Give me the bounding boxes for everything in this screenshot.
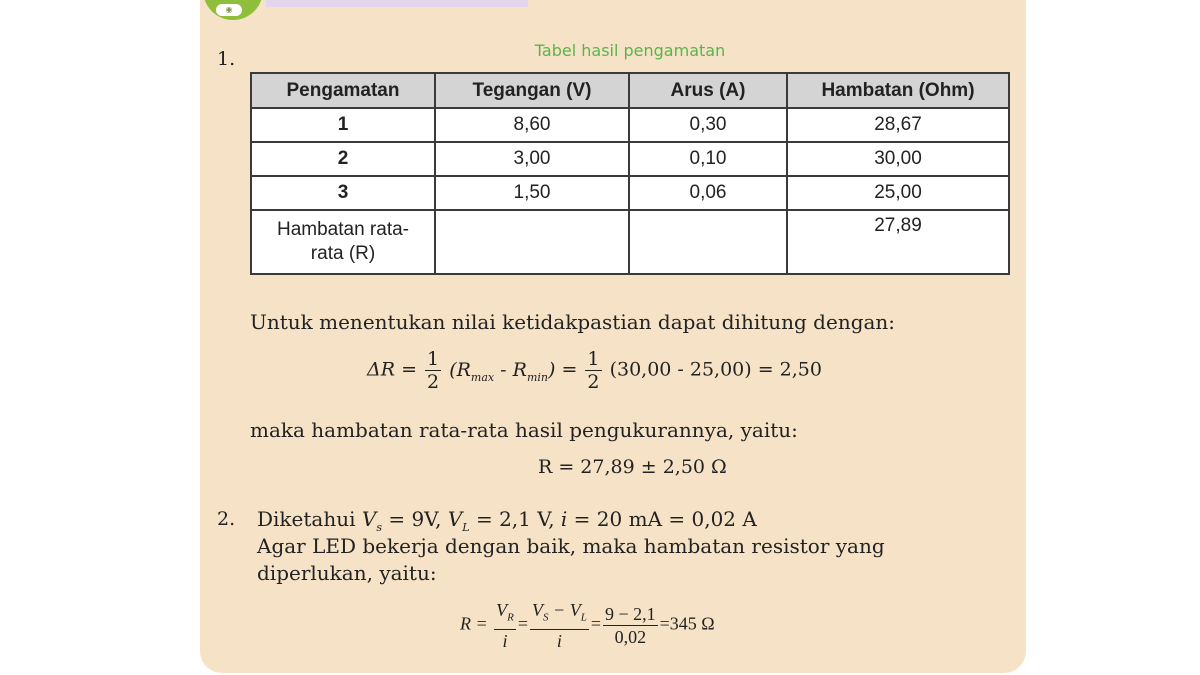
header-tegangan: Tegangan (V) — [435, 73, 629, 108]
cell-voltage: 3,00 — [435, 142, 629, 176]
cell-empty — [435, 210, 629, 274]
fraction-vr-over-i: $\frac{V_R}{i}$ — [496, 600, 514, 651]
cell-average-value: 27,89 — [787, 210, 1009, 274]
cell-voltage: 8,60 — [435, 108, 629, 142]
cell-empty — [629, 210, 787, 274]
delta-r-lhs: ΔR = — [367, 358, 417, 381]
result-text: maka hambatan rata-rata hasil pengukurannya, yaitu: — [250, 418, 798, 442]
range-expression: $(R_{max} - R_{min})$ — [449, 358, 556, 384]
table-row — [251, 176, 1009, 210]
table-row — [251, 142, 1009, 176]
table-row — [251, 108, 1009, 142]
cell-resistance: 30,00 — [787, 142, 1009, 176]
cell-resistance: 25,00 — [787, 176, 1009, 210]
cell-average-label — [251, 210, 435, 274]
table-row-average — [251, 210, 1009, 274]
header-hambatan: Hambatan (Ohm) — [787, 73, 1009, 108]
fraction-numeric: $\frac{9 - 2,1}{0,02}$ — [604, 603, 656, 647]
eye-icon: ◉ — [216, 4, 242, 16]
observation-table — [250, 72, 1010, 275]
header-arus: Arus (A) — [629, 73, 787, 108]
q2-text-line1: Agar LED bekerja dengan baik, maka hambatan resistor yang — [257, 534, 885, 558]
cell-observation: 3 — [251, 176, 435, 210]
question-number-1: 1. — [217, 48, 236, 70]
header-pengamatan: Pengamatan — [251, 73, 435, 108]
cell-observation: 1 — [251, 108, 435, 142]
question-number-2: 2. — [217, 508, 236, 530]
result-equation: R = 27,89 ± 2,50 Ω — [538, 456, 727, 478]
fraction-half: $\frac{1}{2}$ — [427, 348, 440, 393]
uncertainty-text: Untuk menentukan nilai ketidakpastian dapat dihitung dengan: — [250, 310, 896, 334]
q2-text-line2: diperlukan, yaitu: — [257, 561, 437, 585]
resistor-equation: R = $\frac{V_R}{i}$ = $\frac{V_S - V_L}{i}$ = $\frac{9 - 2,1}{0,02}$ =345 Ω — [460, 600, 715, 651]
top-tab-strip — [266, 0, 528, 7]
fraction-half-2: $\frac{1}{2}$ — [587, 348, 600, 393]
uncertainty-equation: ΔR = $\frac{1}{2}$ $(R_{max} - R_{min})$ = $\frac{1}{2}$ (30,00 - 25,00) = 2,50 — [367, 348, 822, 393]
cell-observation: 2 — [251, 142, 435, 176]
resistor-result: =345 Ω — [659, 613, 715, 634]
average-label-line2: rata (R) — [310, 243, 376, 264]
cell-resistance: 28,67 — [787, 108, 1009, 142]
table-header-row — [251, 73, 1009, 108]
cell-current: 0,30 — [629, 108, 787, 142]
fraction-vs-minus-vl-over-i: $\frac{V_S - V_L}{i}$ — [532, 600, 587, 651]
table-caption: Tabel hasil pengamatan — [534, 41, 726, 60]
cell-voltage: 1,50 — [435, 176, 629, 210]
average-label-line1: Hambatan rata- — [276, 219, 409, 240]
cell-current: 0,10 — [629, 142, 787, 176]
given-values: Diketahui $V_s = 9V$, $V_L = 2,1$ V, i = 20 mA = 0,02 A — [257, 507, 757, 534]
cell-current: 0,06 — [629, 176, 787, 210]
uncertainty-values: (30,00 - 25,00) = 2,50 — [609, 358, 822, 381]
